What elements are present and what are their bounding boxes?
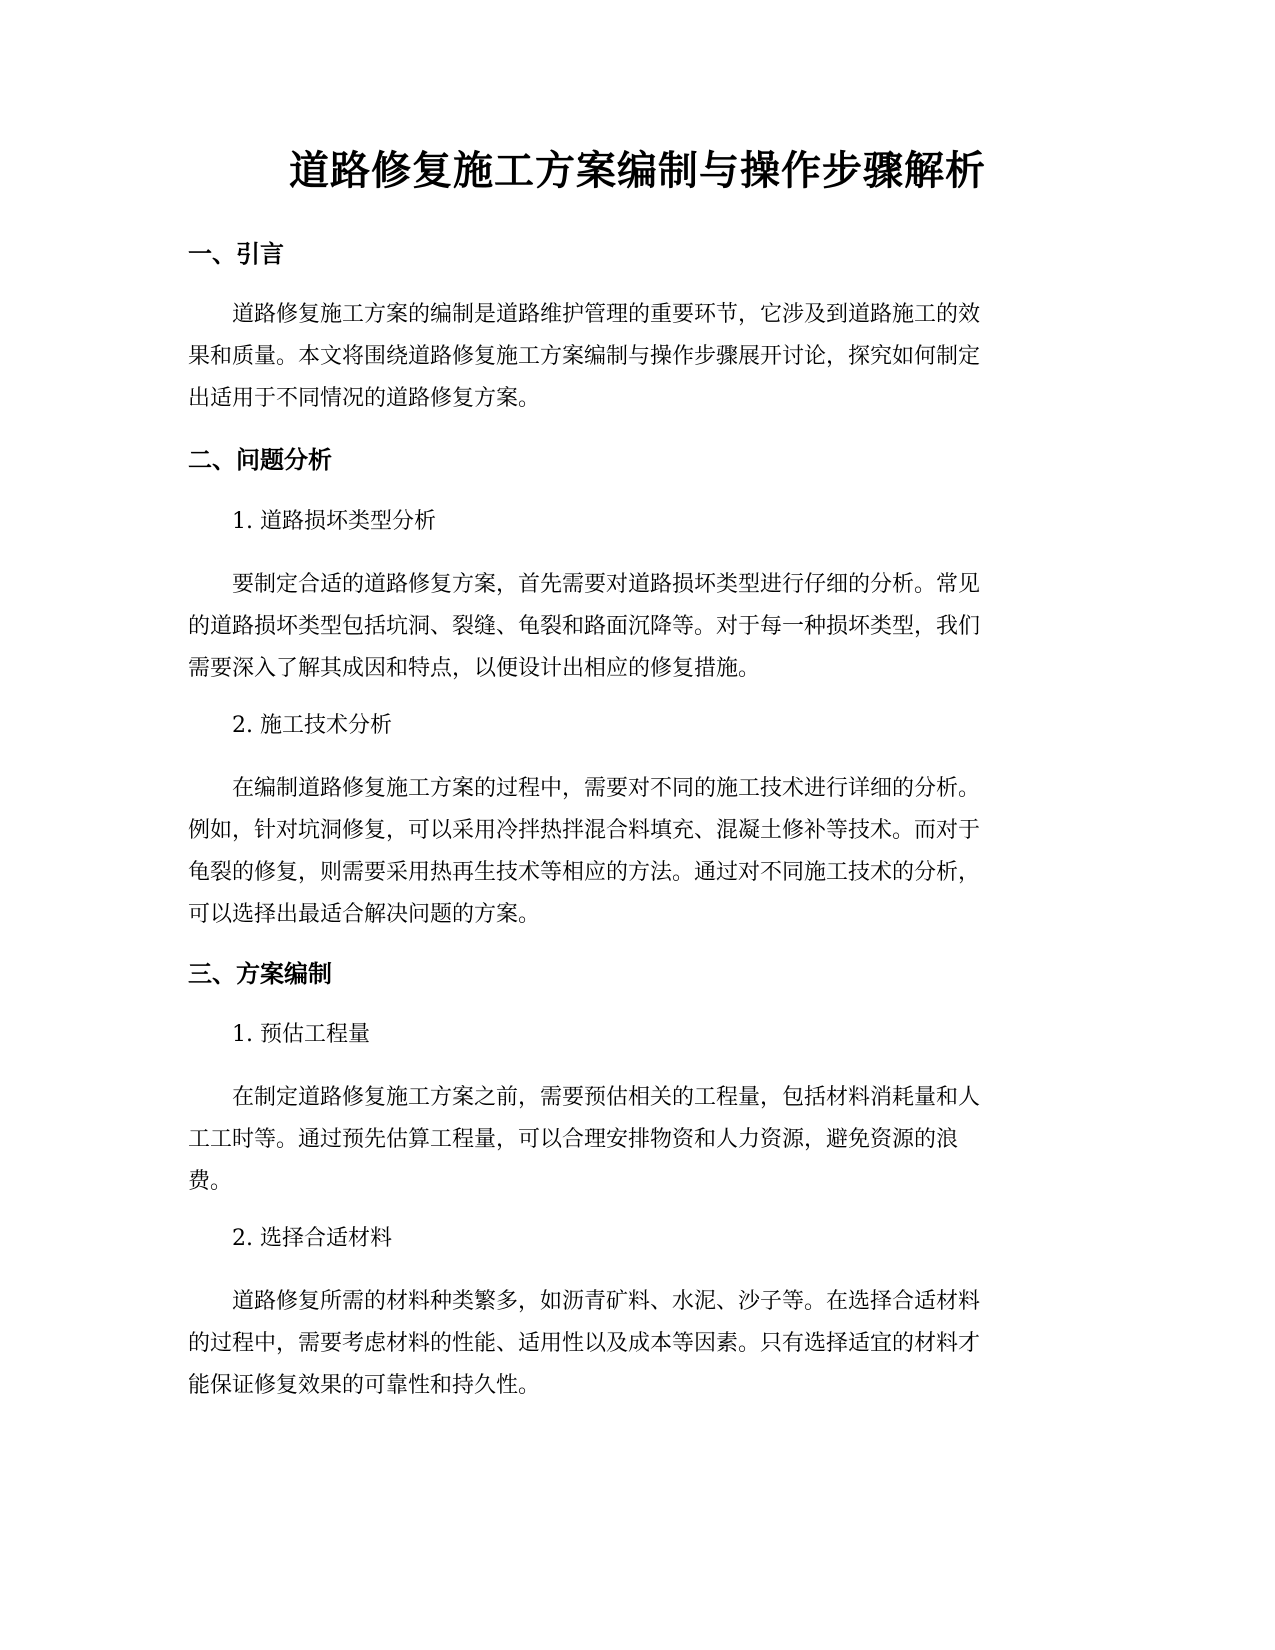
paragraph-line: 道路修复所需的材料种类繁多，如沥青矿料、水泥、沙子等。在选择合适材料 bbox=[232, 1289, 981, 1314]
section-heading-problem-analysis: 二、问题分析 bbox=[188, 446, 332, 474]
subheading-select-materials: 2. 选择合适材料 bbox=[232, 1226, 392, 1251]
paragraph-construction-technique-analysis bbox=[188, 768, 1088, 936]
paragraph-line: 需要深入了解其成因和特点，以便设计出相应的修复措施。 bbox=[188, 656, 761, 681]
paragraph-line: 可以选择出最适合解决问题的方案。 bbox=[188, 902, 541, 927]
section-heading-introduction: 一、引言 bbox=[188, 240, 284, 268]
paragraph-line: 在编制道路修复施工方案的过程中，需要对不同的施工技术进行详细的分析。 bbox=[232, 776, 981, 801]
subheading-construction-technique-analysis: 2. 施工技术分析 bbox=[232, 713, 392, 738]
subheading-damage-type-analysis: 1. 道路损坏类型分析 bbox=[232, 509, 436, 534]
paragraph-line: 费。 bbox=[188, 1169, 233, 1194]
paragraph-line: 要制定合适的道路修复方案，首先需要对道路损坏类型进行仔细的分析。常见 bbox=[232, 572, 981, 597]
paragraph-line: 的过程中，需要考虑材料的性能、适用性以及成本等因素。只有选择适宜的材料才 bbox=[188, 1331, 981, 1356]
page-title: 道路修复施工方案编制与操作步骤解析 bbox=[289, 148, 986, 194]
section-heading-plan-compilation: 三、方案编制 bbox=[188, 960, 332, 988]
paragraph-line: 龟裂的修复，则需要采用热再生技术等相应的方法。通过对不同施工技术的分析， bbox=[188, 860, 981, 885]
paragraph-introduction bbox=[188, 294, 1088, 420]
paragraph-line: 工工时等。通过预先估算工程量，可以合理安排物资和人力资源，避免资源的浪 bbox=[188, 1127, 959, 1152]
paragraph-select-materials bbox=[188, 1281, 1088, 1407]
paragraph-damage-type-analysis bbox=[188, 564, 1088, 690]
paragraph-line: 果和质量。本文将围绕道路修复施工方案编制与操作步骤展开讨论，探究如何制定 bbox=[188, 344, 981, 369]
paragraph-line: 出适用于不同情况的道路修复方案。 bbox=[188, 386, 541, 411]
subheading-estimate-workload: 1. 预估工程量 bbox=[232, 1022, 370, 1047]
paragraph-estimate-workload bbox=[188, 1077, 1088, 1203]
paragraph-line: 的道路损坏类型包括坑洞、裂缝、龟裂和路面沉降等。对于每一种损坏类型，我们 bbox=[188, 614, 981, 639]
paragraph-line: 道路修复施工方案的编制是道路维护管理的重要环节，它涉及到道路施工的效 bbox=[232, 302, 981, 327]
paragraph-line: 能保证修复效果的可靠性和持久性。 bbox=[188, 1373, 541, 1398]
paragraph-line: 例如，针对坑洞修复，可以采用冷拌热拌混合料填充、混凝土修补等技术。而对于 bbox=[188, 818, 981, 843]
paragraph-line: 在制定道路修复施工方案之前，需要预估相关的工程量，包括材料消耗量和人 bbox=[232, 1085, 981, 1110]
